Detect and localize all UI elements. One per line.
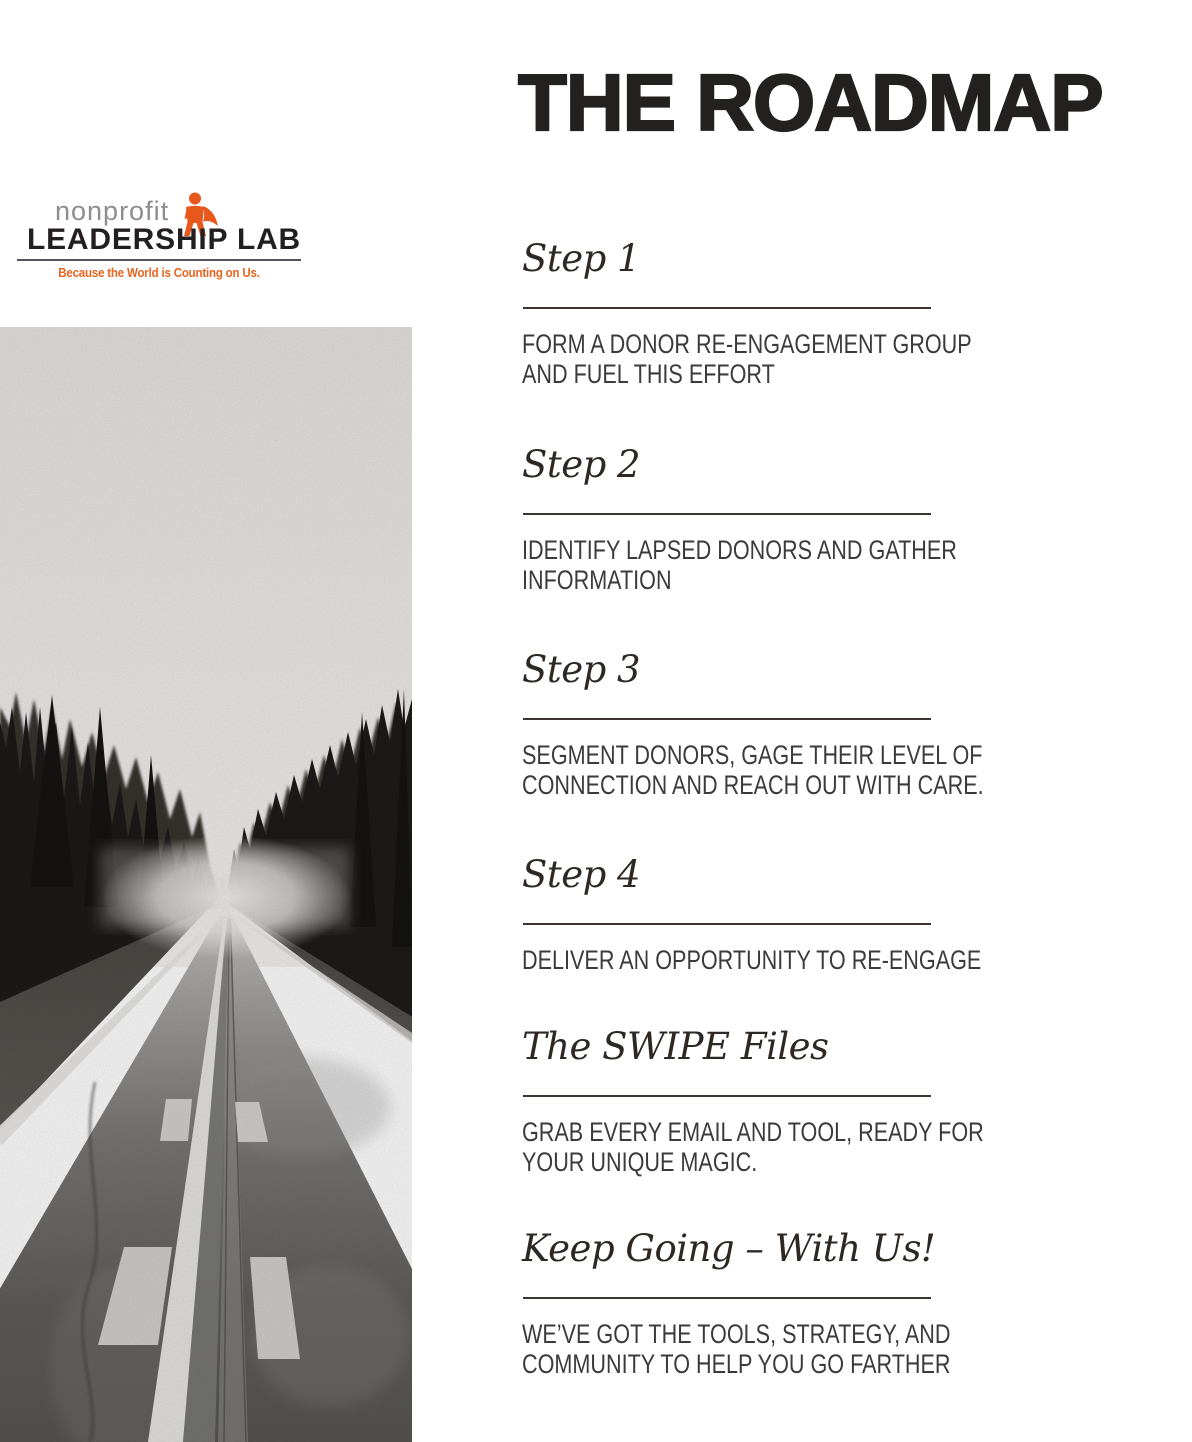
section-divider	[523, 513, 931, 515]
section-body	[522, 740, 984, 800]
body-line: WE’VE GOT THE TOOLS, STRATEGY, AND	[522, 1319, 951, 1349]
section-divider	[523, 307, 931, 309]
body-line: AND FUEL THIS EFFORT	[522, 359, 775, 389]
section-step-1	[522, 237, 1022, 407]
logo-leadership-lab-text: LEADERSHIP LAB	[27, 223, 302, 256]
section-heading: The SWIPE Files	[522, 1025, 829, 1068]
logo-tagline: Because the World is Counting on Us.	[58, 266, 260, 280]
section-heading: Step 2	[522, 443, 641, 486]
logo-divider	[17, 259, 301, 261]
page-title: THE ROADMAP	[518, 58, 1103, 147]
section-heading: Step 1	[522, 237, 641, 280]
section-heading: Keep Going – With Us!	[522, 1227, 936, 1270]
section-divider	[523, 718, 931, 720]
section-divider	[523, 1297, 931, 1299]
section-step-3	[522, 648, 1022, 818]
section-heading: Step 3	[522, 648, 641, 691]
section-step-2	[522, 443, 1022, 613]
body-line: GRAB EVERY EMAIL AND TOOL, READY FOR	[522, 1117, 984, 1147]
road-photo	[0, 327, 412, 1442]
section-body	[522, 945, 981, 975]
body-line: DELIVER AN OPPORTUNITY TO RE-ENGAGE	[522, 945, 982, 975]
section-divider	[523, 1095, 931, 1097]
logo-nonprofit-text: nonprofit	[55, 196, 170, 226]
road-photo-svg	[0, 327, 412, 1442]
body-line: YOUR UNIQUE MAGIC.	[522, 1147, 758, 1177]
body-line: SEGMENT DONORS, GAGE THEIR LEVEL OF	[522, 740, 983, 770]
body-line: INFORMATION	[522, 565, 672, 595]
section-body	[522, 535, 957, 595]
section-body	[522, 329, 972, 389]
body-line: CONNECTION AND REACH OUT WITH CARE.	[522, 770, 984, 800]
body-line: IDENTIFY LAPSED DONORS AND GATHER	[522, 535, 957, 565]
section-body	[522, 1117, 984, 1177]
section-step-4	[522, 853, 1022, 1023]
nonprofit-leadership-lab-logo	[17, 192, 303, 284]
section-body	[522, 1319, 951, 1379]
body-line: COMMUNITY TO HELP YOU GO FARTHER	[522, 1349, 951, 1379]
section-swipe-files	[522, 1025, 1022, 1195]
body-line: FORM A DONOR RE-ENGAGEMENT GROUP	[522, 329, 972, 359]
section-heading: Step 4	[522, 853, 641, 896]
section-keep-going	[522, 1227, 1022, 1397]
section-divider	[523, 923, 931, 925]
